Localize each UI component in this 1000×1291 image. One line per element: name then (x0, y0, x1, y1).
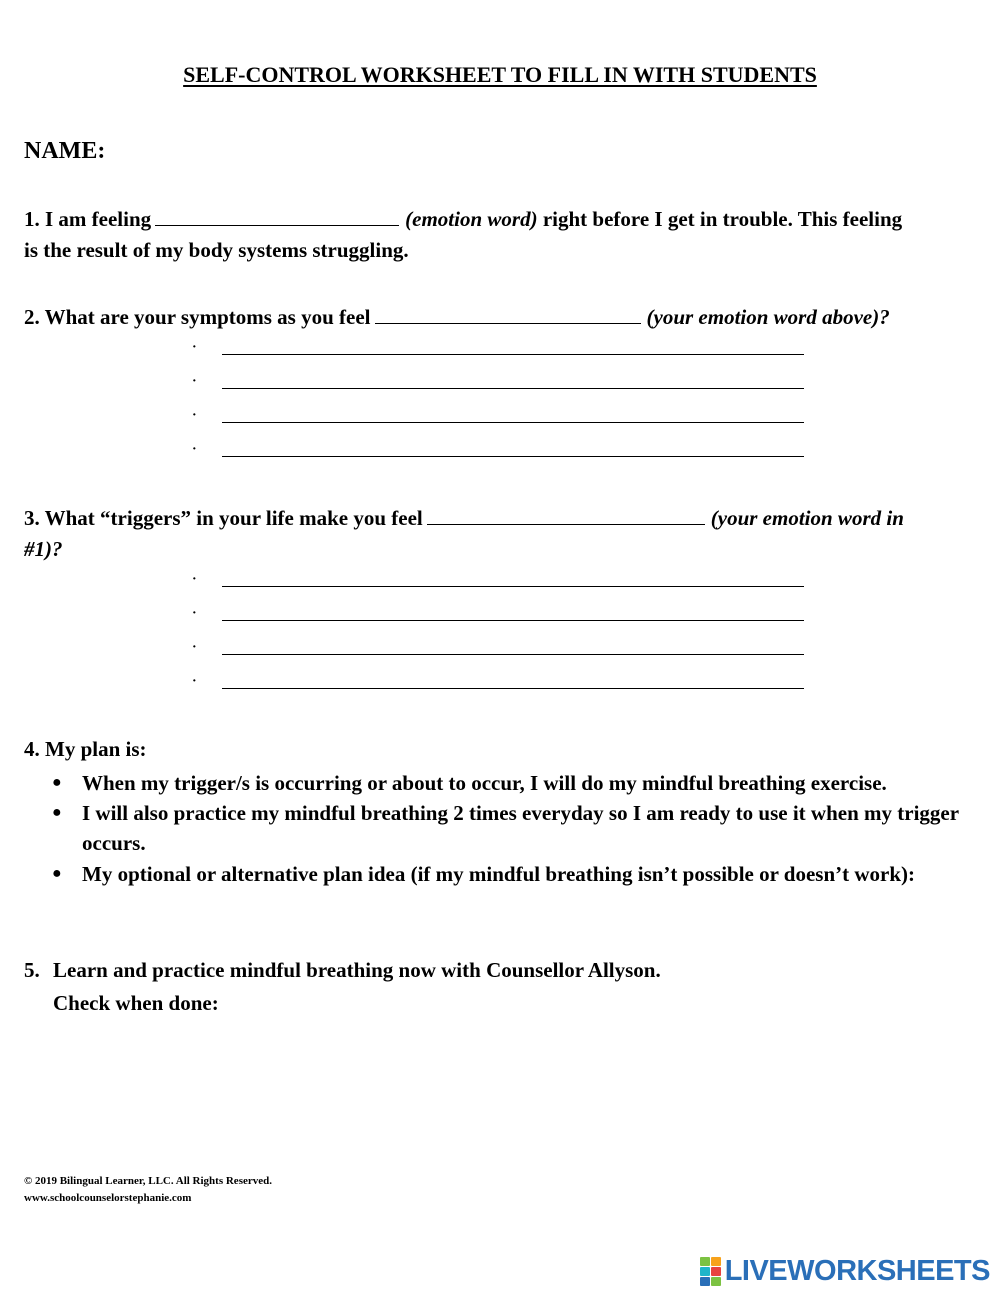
bullet-icon: ● (52, 774, 62, 791)
page-title: SELF-CONTROL WORKSHEET TO FILL IN WITH STUDENTS (183, 62, 817, 87)
trigger-line[interactable] (192, 572, 812, 596)
write-line[interactable] (222, 422, 804, 423)
q1-prefix: 1. I am feeling (24, 207, 152, 231)
logo-text: LIVEWORKSHEETS (724, 1255, 990, 1287)
logo-block (711, 1277, 721, 1286)
q4-heading: 4. My plan is: (24, 737, 147, 761)
q2-prefix: 2. What are your symptoms as you feel (24, 305, 371, 329)
q3-hint-line2: #1)? (24, 537, 63, 561)
write-line[interactable] (222, 654, 804, 655)
name-label: NAME: (24, 138, 106, 164)
logo-block (711, 1257, 721, 1266)
plan-item-text: When my trigger/s is occurring or about to occur, I will do my mindful breathing exercise. (82, 771, 887, 795)
symptom-line[interactable] (192, 374, 812, 398)
logo-block (700, 1267, 710, 1276)
q2-emotion-blank[interactable] (375, 305, 641, 324)
q5-number: 5. (24, 958, 40, 982)
bullet-dot: · (192, 606, 197, 621)
write-line[interactable] (222, 354, 804, 355)
symptom-line[interactable] (192, 442, 812, 466)
symptom-line[interactable] (192, 408, 812, 432)
plan-item-text: My optional or alternative plan idea (if my mindful breathing isn’t possible or doesn’t work): (82, 862, 916, 886)
write-line[interactable] (222, 688, 804, 689)
logo-blocks-icon (700, 1257, 721, 1286)
write-line[interactable] (222, 388, 804, 389)
q1-line2: is the result of my body systems struggling. (24, 238, 409, 262)
trigger-line[interactable] (192, 606, 812, 630)
liveworksheets-logo (700, 1255, 990, 1288)
q3-hint: (your emotion word in (710, 506, 904, 530)
q1-suffix: right before I get in trouble. This feeling (542, 207, 903, 231)
q5-check-label: Check when done: (53, 991, 219, 1015)
bullet-icon: ● (52, 865, 62, 882)
logo-block (700, 1257, 710, 1266)
emotion-word-blank[interactable] (155, 207, 399, 226)
trigger-line[interactable] (192, 674, 812, 698)
q2-hint: (your emotion word above)? (646, 305, 890, 329)
bullet-icon: ● (52, 804, 62, 821)
trigger-line[interactable] (192, 640, 812, 664)
write-line[interactable] (222, 586, 804, 587)
q1-hint: (emotion word) (405, 207, 538, 231)
question-2 (24, 302, 890, 333)
logo-block (711, 1267, 721, 1276)
bullet-dot: · (192, 572, 197, 587)
symptom-line[interactable] (192, 340, 812, 364)
question-3 (24, 503, 904, 534)
website: www.schoolcounselorstephanie.com (24, 1192, 192, 1204)
bullet-dot: · (192, 408, 197, 423)
plan-item-text: I will also practice my mindful breathing 2 times everyday so I am ready to use it when my trigger occurs. (82, 801, 959, 855)
bullet-dot: · (192, 340, 197, 355)
bullet-dot: · (192, 442, 197, 457)
bullet-dot: · (192, 640, 197, 655)
bullet-dot: · (192, 674, 197, 689)
q3-prefix: 3. What “triggers” in your life make you feel (24, 506, 423, 530)
question-1 (24, 204, 902, 235)
write-line[interactable] (222, 456, 804, 457)
bullet-dot: · (192, 374, 197, 389)
write-line[interactable] (222, 620, 804, 621)
copyright: © 2019 Bilingual Learner, LLC. All Rights Reserved. (24, 1175, 272, 1187)
logo-block (700, 1277, 710, 1286)
q3-emotion-blank[interactable] (427, 506, 705, 525)
q5-text: Learn and practice mindful breathing now with Counsellor Allyson. (53, 958, 661, 982)
